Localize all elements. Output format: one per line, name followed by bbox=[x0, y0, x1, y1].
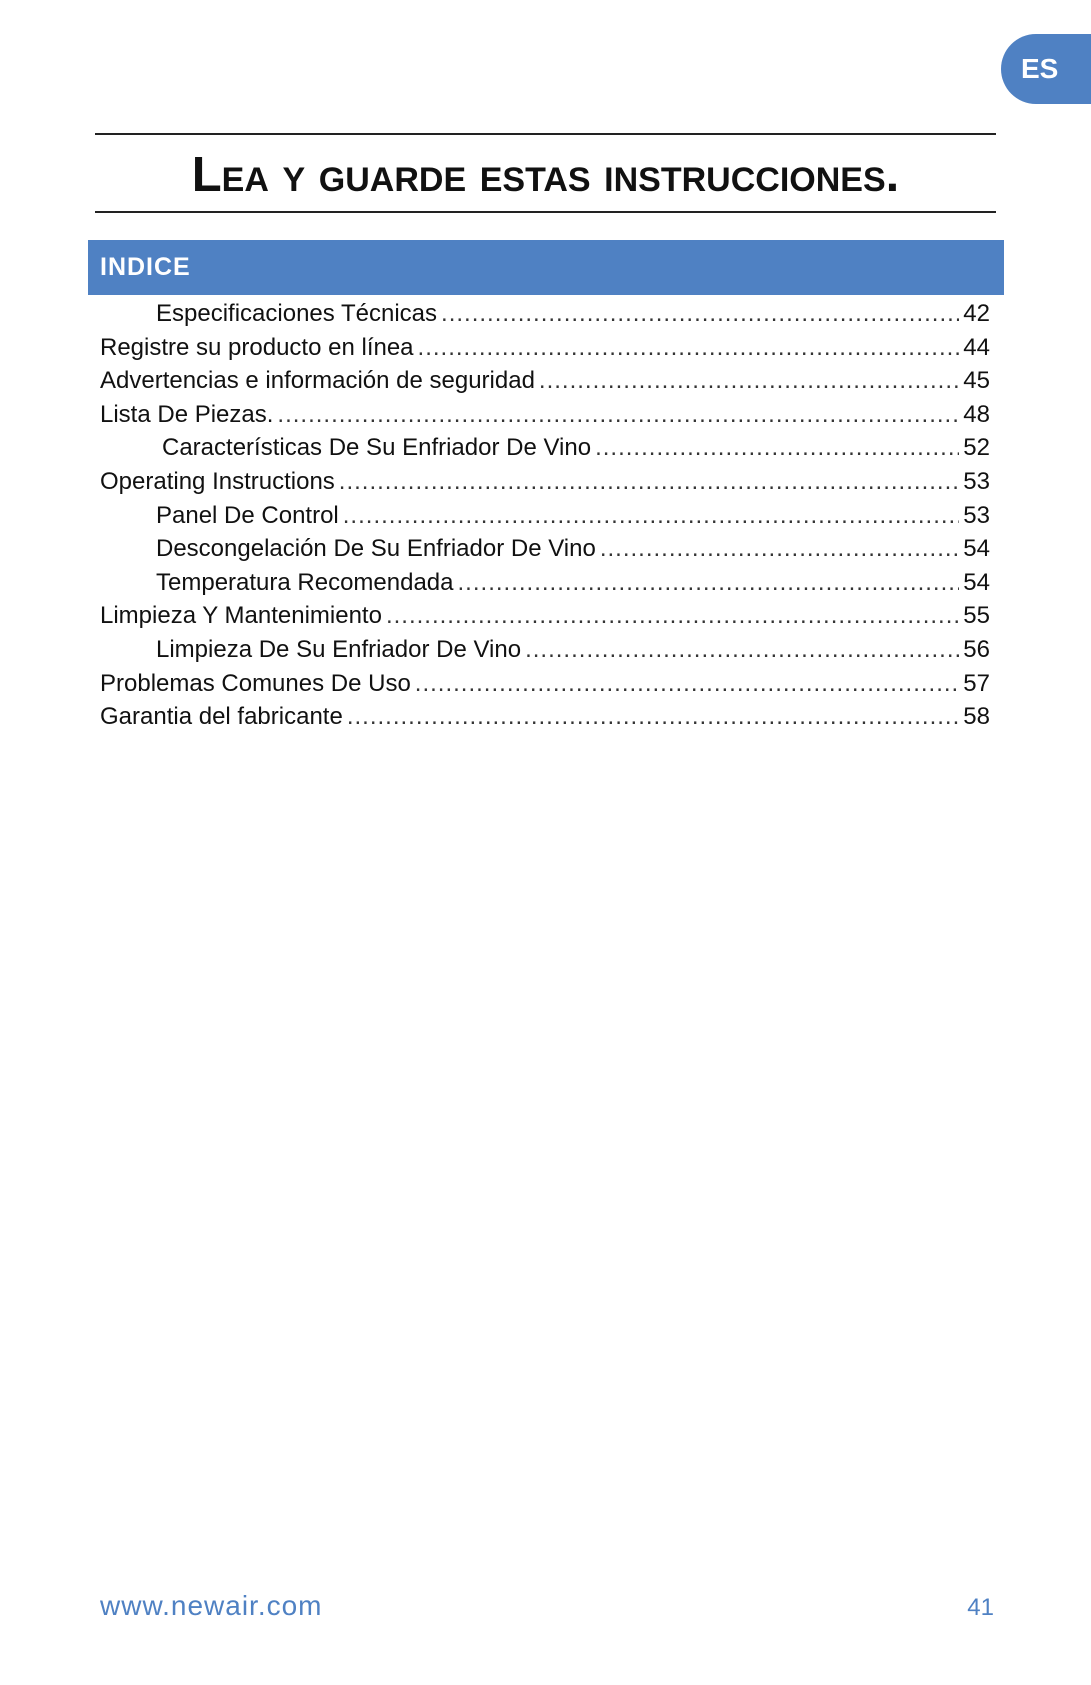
toc-entry-page: 55 bbox=[963, 602, 990, 630]
toc-entry-page: 54 bbox=[963, 568, 990, 596]
toc-leader-dots bbox=[415, 667, 960, 701]
toc-entry[interactable] bbox=[100, 700, 990, 734]
toc-leader-dots bbox=[600, 532, 959, 566]
toc-entry-title: Limpieza De Su Enfriador De Vino bbox=[156, 635, 522, 663]
toc-entry[interactable] bbox=[100, 667, 990, 701]
toc-leader-dots bbox=[539, 364, 959, 398]
table-of-contents bbox=[100, 297, 990, 734]
toc-leader-dots bbox=[418, 331, 960, 365]
toc-entry-title: Especificaciones Técnicas bbox=[156, 300, 438, 327]
toc-entry[interactable] bbox=[100, 364, 990, 398]
toc-entry[interactable] bbox=[100, 431, 990, 465]
toc-leader-dots bbox=[339, 465, 960, 499]
toc-leader-dots bbox=[458, 566, 960, 600]
toc-entry[interactable] bbox=[100, 331, 990, 365]
toc-leader-dots bbox=[525, 633, 959, 667]
toc-leader-dots bbox=[347, 700, 959, 734]
toc-entry-title: Lista De Piezas. bbox=[100, 400, 274, 428]
toc-entry-title: Características De Su Enfriador De Vino bbox=[162, 434, 592, 462]
title-bottom-rule bbox=[95, 211, 996, 213]
toc-entry-page: 48 bbox=[963, 400, 990, 428]
toc-entry-title: Operating Instructions bbox=[100, 467, 335, 495]
toc-entry-page: 42 bbox=[963, 300, 990, 327]
toc-entry-title: Temperatura Recomendada bbox=[156, 568, 454, 596]
toc-entry[interactable] bbox=[100, 398, 990, 432]
footer-page-number: 41 bbox=[967, 1594, 994, 1621]
toc-entry-title: Problemas Comunes De Uso bbox=[100, 669, 411, 697]
toc-entry[interactable] bbox=[100, 465, 990, 499]
toc-leader-dots bbox=[277, 398, 959, 432]
toc-entry-title: Limpieza Y Mantenimiento bbox=[100, 602, 382, 630]
footer-website-link[interactable]: www.newair.com bbox=[100, 1590, 323, 1621]
toc-entry-page: 53 bbox=[963, 467, 990, 495]
toc-entry-title: Descongelación De Su Enfriador De Vino bbox=[156, 535, 596, 563]
toc-entry-page: 44 bbox=[963, 333, 990, 361]
toc-entry[interactable] bbox=[100, 566, 990, 600]
page-title: Lea y guarde estas instrucciones. bbox=[191, 148, 900, 202]
toc-entry[interactable] bbox=[100, 599, 990, 633]
toc-leader-dots bbox=[343, 499, 960, 533]
toc-entry-page: 56 bbox=[963, 635, 990, 663]
index-header: INDICE bbox=[88, 240, 1004, 295]
toc-entry-page: 45 bbox=[963, 367, 990, 395]
toc-entry[interactable] bbox=[100, 532, 990, 566]
toc-entry-page: 53 bbox=[963, 501, 990, 529]
toc-entry-title: Advertencias e información de seguridad bbox=[100, 367, 535, 395]
toc-entry[interactable] bbox=[100, 499, 990, 533]
toc-leader-dots bbox=[441, 297, 959, 331]
toc-entry-title: Garantia del fabricante bbox=[100, 703, 343, 731]
title-top-rule bbox=[95, 133, 996, 135]
toc-entry-page: 58 bbox=[963, 703, 990, 731]
language-tab: ES bbox=[1001, 34, 1091, 104]
toc-entry-page: 57 bbox=[963, 669, 990, 697]
toc-entry-title: Registre su producto en línea bbox=[100, 333, 414, 361]
toc-entry-page: 54 bbox=[963, 535, 990, 563]
toc-leader-dots bbox=[595, 431, 959, 465]
toc-entry[interactable] bbox=[100, 633, 990, 667]
toc-entry-title: Panel De Control bbox=[156, 501, 339, 529]
toc-entry-page: 52 bbox=[963, 434, 990, 462]
toc-entry[interactable] bbox=[100, 297, 990, 331]
toc-leader-dots bbox=[386, 599, 959, 633]
